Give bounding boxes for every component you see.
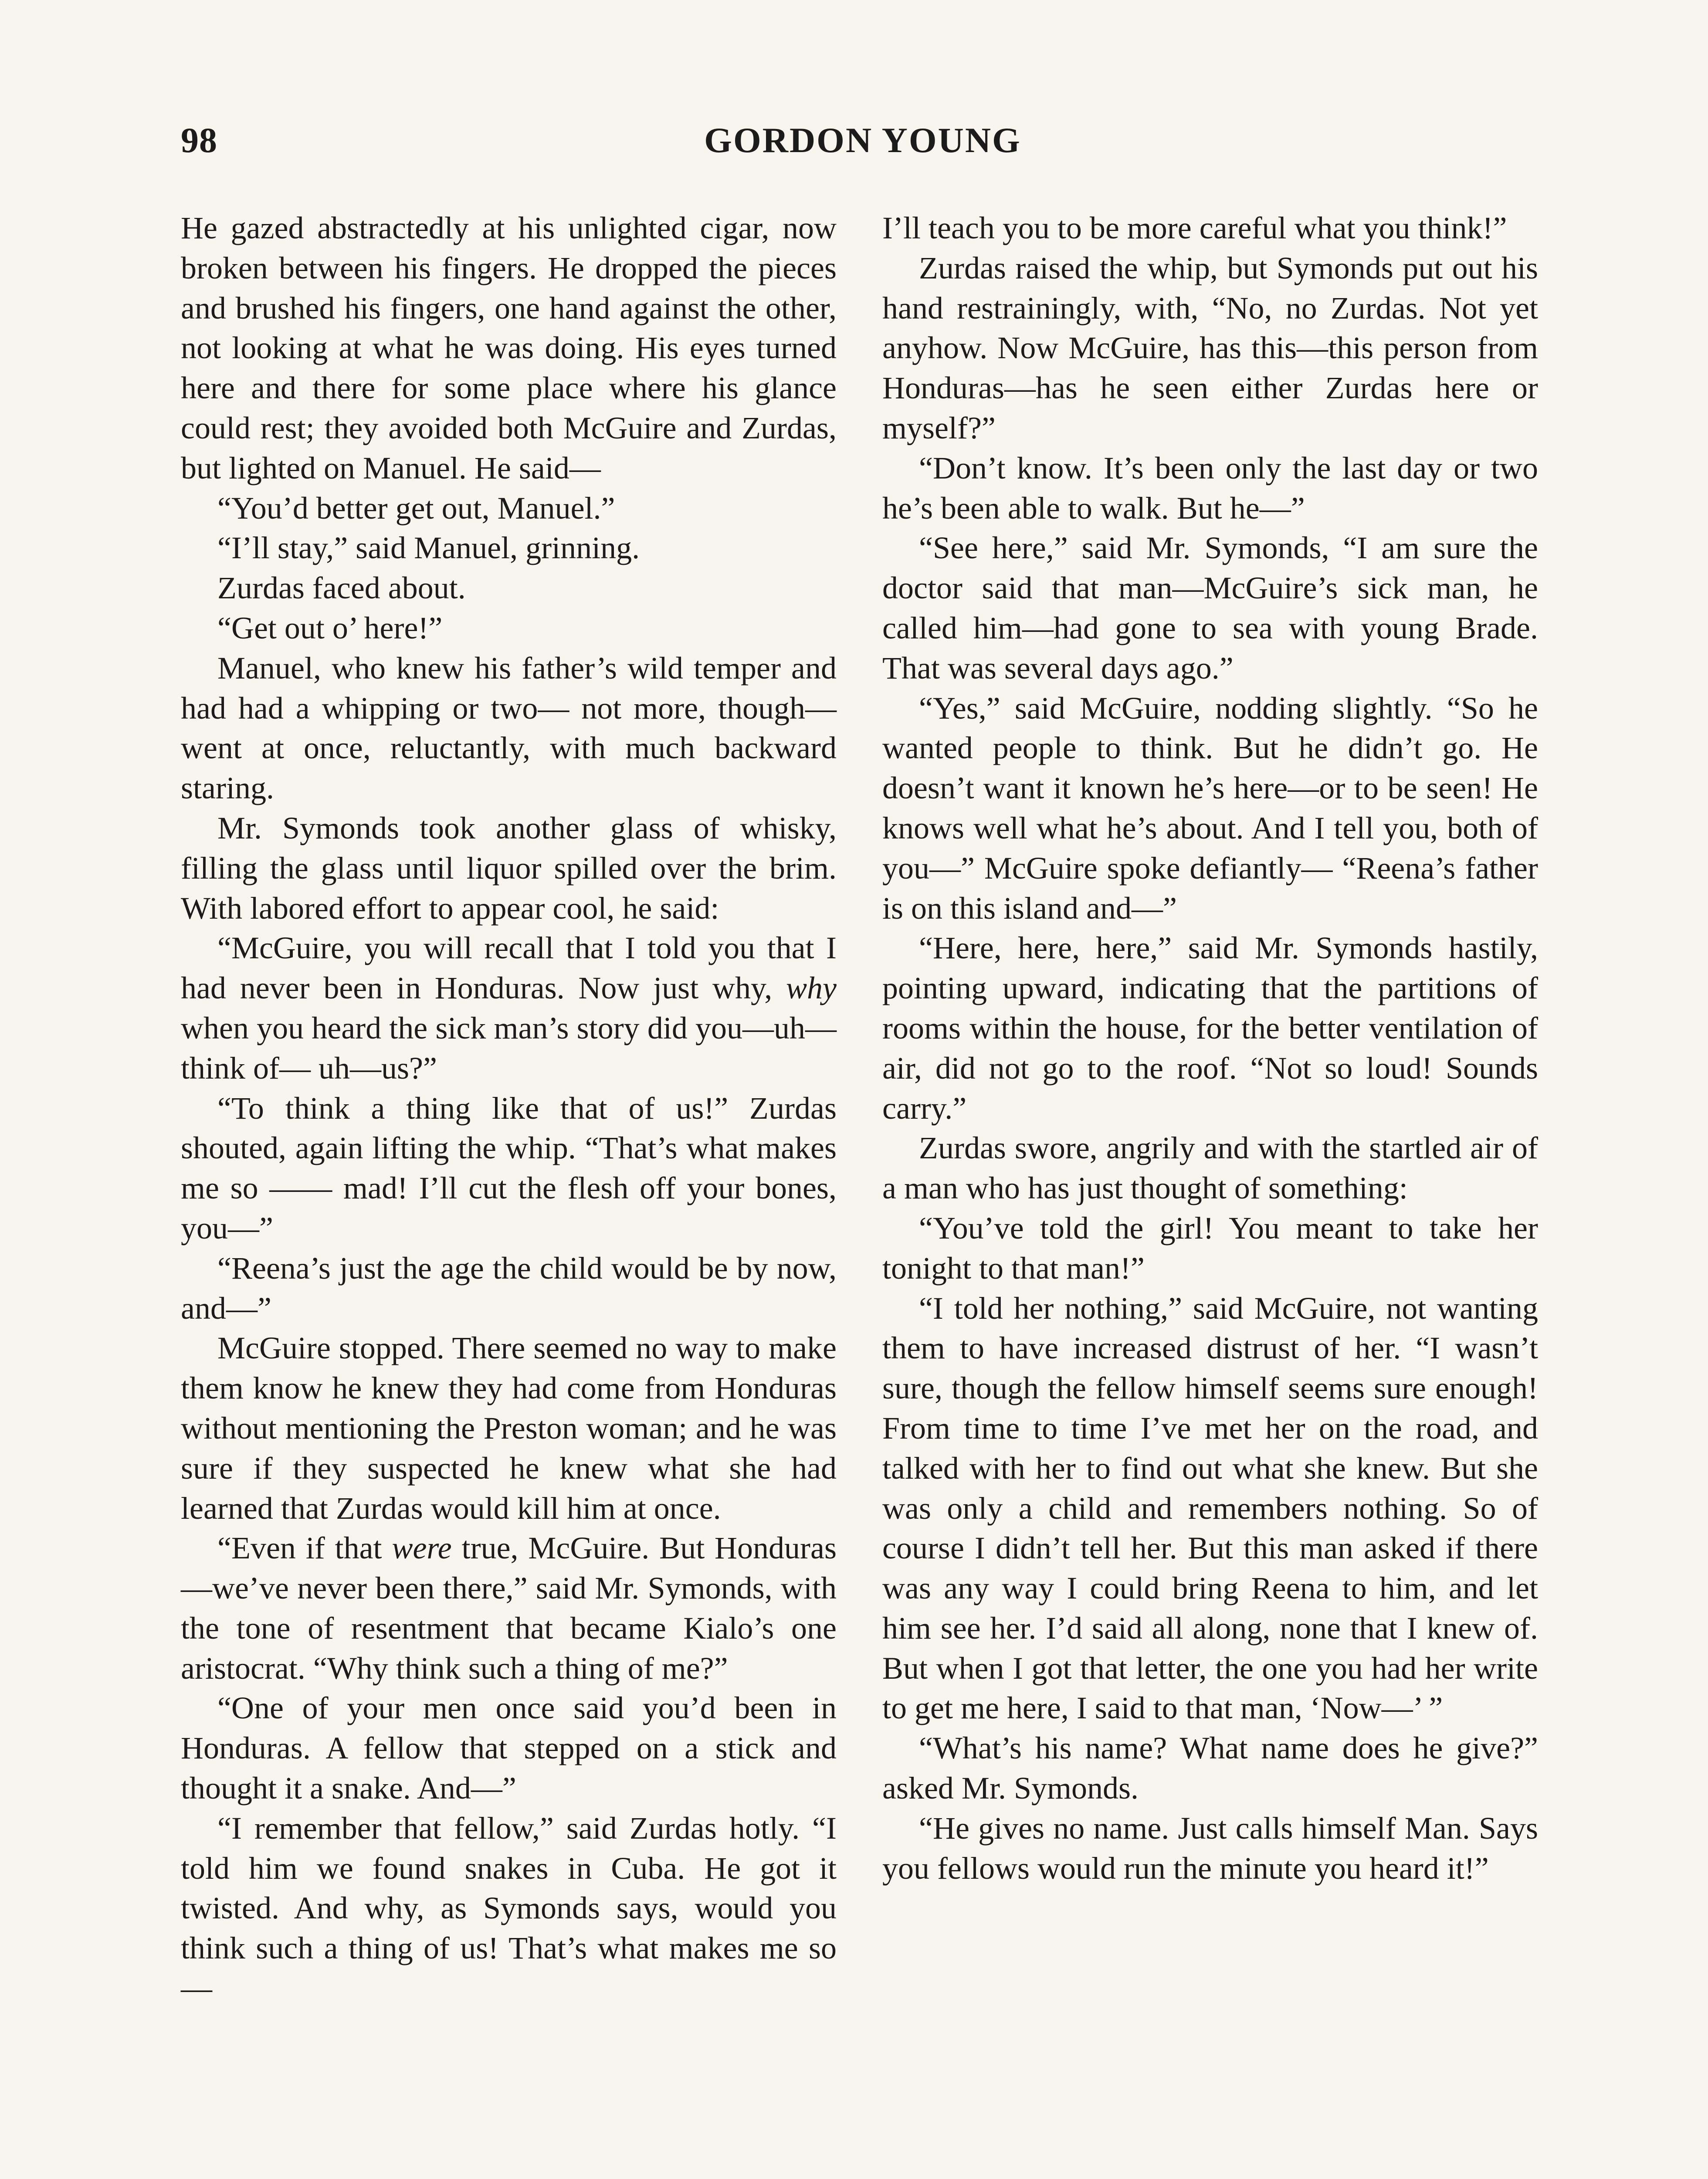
paragraph: I’ll teach you to be more careful what you think!” [882, 210, 1507, 245]
page-number: 98 [181, 120, 217, 160]
paragraph: “You’d better get out, Manuel.” [217, 490, 615, 526]
page-header [181, 120, 1545, 168]
paragraph: “Here, here, here,” said Mr. Symonds hastily, pointing upward, indicating that the partitions of rooms within the house, for the better ventilation of air, did not go to the roof. “Not so loud! Sounds carry.” [882, 930, 1538, 1126]
paragraph: “I remember that fellow,” said Zurdas hotly. “I told him we found snakes in Cuba. He got it twisted. And why, as Symonds says, would you think such a thing of us! That’s what makes me so— [181, 1810, 837, 2006]
paragraph-text: when you heard the sick man’s story did you—uh—think of— uh—us?” [181, 1010, 837, 1086]
paragraph: “One of your men once said you’d been in Honduras. A fellow that stepped on a stick and thought it a snake. And—” [181, 1690, 837, 1806]
emphasized-word: were [392, 1531, 452, 1566]
paragraph-text: “Even if that [217, 1531, 392, 1566]
paragraph: “What’s his name? What name does he give?” asked Mr. Symonds. [882, 1731, 1538, 1806]
paragraph: “Yes,” said McGuire, nodding slightly. “So he wanted people to think. But he didn’t go. He doesn’t want it known he’s here—or to be seen! He knows well what he’s about. And I tell you, both of you—” McGuire spoke defiantly— “Reena’s father is on this island and—” [882, 690, 1538, 926]
paragraph [181, 928, 837, 1088]
paragraph-text: “McGuire, you will recall that I told you that I had never been in Honduras. Now just why, [181, 930, 837, 1006]
paragraph: Zurdas faced about. [217, 570, 466, 606]
paragraph: “To think a thing like that of us!” Zurdas shouted, again lifting the whip. “That’s what makes me so —— mad! I’ll cut the flesh off your bones, you—” [181, 1090, 837, 1246]
running-head: GORDON YOUNG [704, 120, 1021, 160]
paragraph: “He gives no name. Just calls himself Man. Says you fellows would run the minute you heard it!” [882, 1810, 1538, 1886]
paragraph: “See here,” said Mr. Symonds, “I am sure the doctor said that man—McGuire’s sick man, he called him—had gone to sea with young Brade. That was several days ago.” [882, 530, 1538, 686]
left-text-column [181, 208, 837, 2009]
paragraph: “I told her nothing,” said McGuire, not wanting them to have increased distrust of her. “I wasn’t sure, though the fellow himself seems sure enough! From time to time I’ve met her on the road, and talked with her to find out what she knew. But she was only a child and remembers nothing. So of course I didn’t tell her. But this man asked if there was any way I could bring Reena to him, and let him see her. I’d said all along, none that I knew of. But when I got that letter, the one you had her write to get me here, I said to that man, ‘Now—’ ” [882, 1290, 1538, 1726]
paragraph: Zurdas raised the whip, but Symonds put out his hand restrainingly, with, “No, no Zurdas. Not yet anyhow. Now McGuire, has this—this person from Honduras—has he seen either Zurdas here or myself?” [882, 250, 1538, 445]
paragraph: “Reena’s just the age the child would be by now, and—” [181, 1250, 837, 1326]
paragraph: Manuel, who knew his father’s wild temper and had had a whipping or two— not more, though—went at once, reluctantly, with much backward staring. [181, 650, 837, 806]
paragraph: Mr. Symonds took another glass of whisky, filling the glass until liquor spilled over the brim. With labored effort to appear cool, he said: [181, 810, 837, 926]
paragraph: “You’ve told the girl! You meant to take her tonight to that man!” [882, 1210, 1538, 1286]
paragraph [181, 1528, 837, 1688]
paragraph-text: true, McGuire. But Honduras—we’ve never been there,” said Mr. Symonds, with the tone of resentment that became Kialo’s one aristocrat. “Why think such a thing of me?” [181, 1531, 837, 1686]
paragraph: He gazed abstractedly at his unlighted cigar, now broken between his fingers. He dropped the pieces and brushed his fingers, one hand against the other, not looking at what he was doing. His eyes turned here and there for some place where his glance could rest; they avoided both McGuire and Zurdas, but lighted on Manuel. He said— [181, 210, 837, 485]
paragraph: Zurdas swore, angrily and with the startled air of a man who has just thought of something: [882, 1130, 1538, 1206]
paragraph: McGuire stopped. There seemed no way to make them know he knew they had come from Honduras without mentioning the Preston woman; and he was sure if they suspected he knew what she had learned that Zurdas would kill him at once. [181, 1330, 837, 1526]
paragraph: “Get out o’ here!” [217, 610, 443, 645]
right-text-column [882, 208, 1538, 1888]
paragraph: “Don’t know. It’s been only the last day or two he’s been able to walk. But he—” [882, 450, 1538, 526]
paragraph: “I’ll stay,” said Manuel, grinning. [217, 530, 640, 566]
emphasized-word: why [786, 971, 837, 1006]
